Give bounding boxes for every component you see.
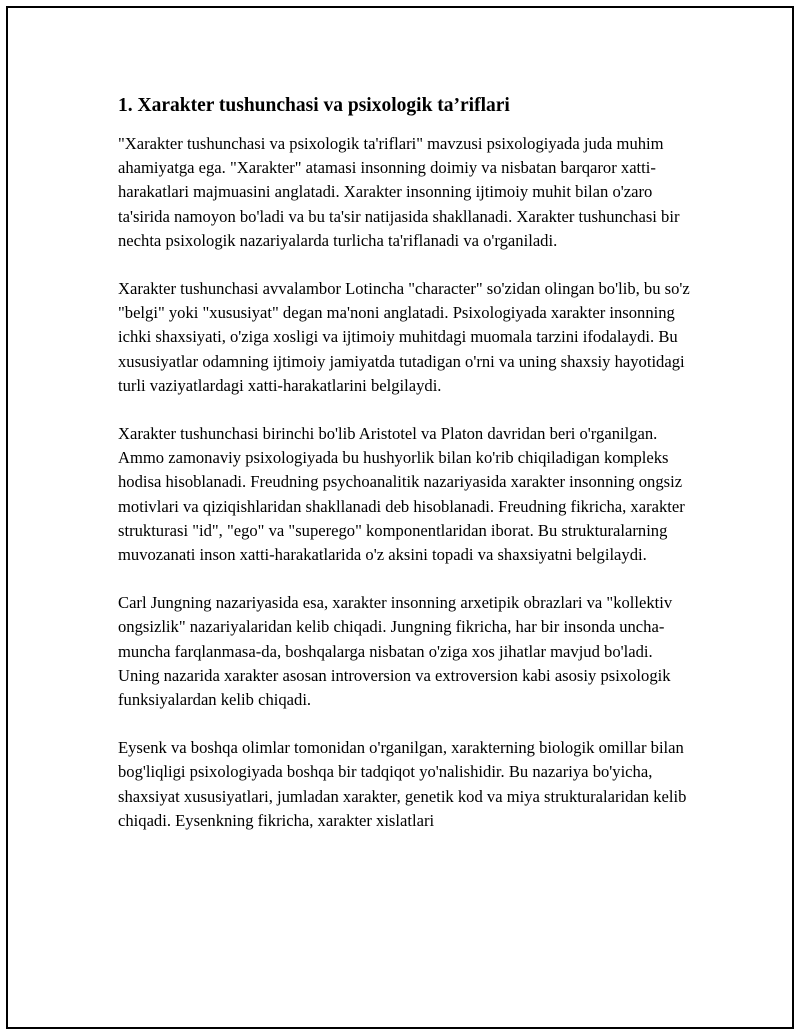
paragraph-4: Carl Jungning nazariyasida esa, xarakter insonning arxetipik obrazlari va "kollektiv ongsizlik" nazariyalaridan kelib chiqadi. Jungning fikricha, har bir insonda uncha-muncha farqlanmasa-da, boshqalarga nisbatan o'ziga xos jihatlar mavjud bo'ladi. Uning nazarida xarakter asosan introversion va extroversion kabi asosiy psixologik funksiyalardan kelib chiqadi. — [118, 593, 673, 710]
document-body — [118, 92, 698, 857]
paragraph-3: Xarakter tushunchasi birinchi bo'lib Aristotel va Platon davridan beri o'rganilgan. Ammo zamonaviy psixologiyada bu hushyorlik bilan ko'rib chiqiladigan kompleks hodisa hisoblanadi. Freudning psychoanalitik nazariyasida xarakter insonning ongsiz motivlari va qiziqishlaridan shakllanadi deb hisoblanadi. Freudning fikricha, xarakter strukturasi "id", "ego" va "superego" komponentlaridan iborat. Bu strukturalarning muvozanati inson xatti-harakatlarida o'z aksini topadi va shaxsiyatni belgilaydi. — [118, 424, 685, 565]
section-heading: 1. Xarakter tushunchasi va psixologik ta’riflari — [118, 95, 510, 116]
paragraph-2: Xarakter tushunchasi avvalambor Lotincha "character" so'zidan olingan bo'lib, bu so'z "belgi" yoki "xususiyat" degan ma'noni anglatadi. Psixologiyada xarakter insonning ichki shaxsiyati, o'ziga xosligi va ijtimoiy muhitdagi muomala tarzini ifodalaydi. Bu xususiyatlar odamning ijtimoiy jamiyatda tutadigan o'rni va uning shaxsiy hayotidagi turli vaziyatlardagi xatti-harakatlarini belgilaydi. — [118, 279, 690, 395]
paragraph-5: Eysenk va boshqa olimlar tomonidan o'rganilgan, xarakterning biologik omillar bilan bog'liqligi psixologiyada boshqa bir tadqiqot yo'nalishidir. Bu nazariya bo'yicha, shaxsiyat xususiyatlari, jumladan xarakter, genetik kod va miya strukturalaridan kelib chiqadi. Eysenkning fikricha, xarakter xislatlari — [118, 738, 687, 830]
paragraph-1: "Xarakter tushunchasi va psixologik ta'riflari" mavzusi psixologiyada juda muhim ahamiyatga ega. "Xarakter" atamasi insonning doimiy va nisbatan barqaror xatti-harakatlari majmuasini anglatadi. Xarakter insonning ijtimoiy muhit bilan o'zaro ta'sirida namoyon bo'ladi va bu ta'sir natijasida shakllanadi. Xarakter tushunchasi bir nechta psixologik nazariyalarda turlicha ta'riflanadi va o'rganiladi. — [118, 134, 680, 250]
